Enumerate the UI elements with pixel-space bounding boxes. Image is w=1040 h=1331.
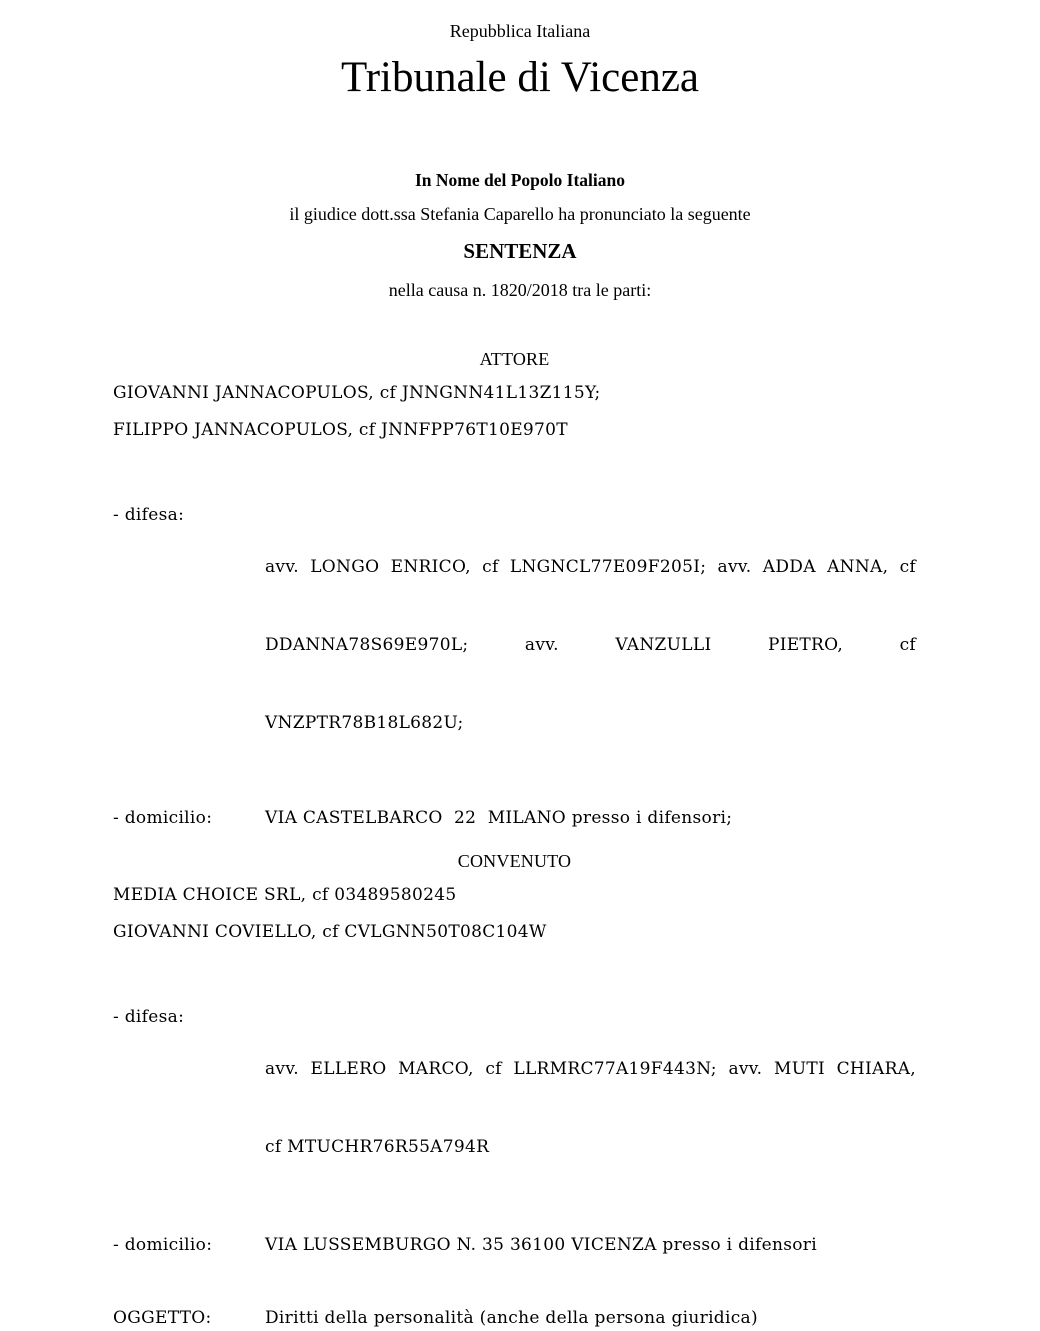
republic-heading: Repubblica Italiana xyxy=(449,21,591,41)
subject-row xyxy=(113,1305,916,1331)
plaintiff-defense-text xyxy=(265,502,916,788)
defendant-domicile-text: VIA LUSSEMBURGO N. 35 36100 VICENZA presso i difensori xyxy=(265,1235,817,1255)
defendant-party-line: MEDIA CHOICE SRL, cf 03489580245 xyxy=(113,885,457,905)
defendant-party-line: GIOVANNI COVIELLO, cf CVLGNN50T08C104W xyxy=(113,922,547,942)
plaintiff-party-line: GIOVANNI JANNACOPULOS, cf JNNGNN41L13Z115Y; xyxy=(113,383,601,403)
plaintiff-domicile-row xyxy=(113,805,916,831)
defendant-defense-row xyxy=(113,1004,916,1212)
case-number-line: nella causa n. 1820/2018 tra le parti: xyxy=(388,280,652,300)
plaintiff-section-heading: ATTORE xyxy=(479,349,550,369)
defense-text-line: cf MTUCHR76R55A794R xyxy=(265,1137,490,1157)
document-body xyxy=(113,348,916,1331)
defense-text-line: avv. ELLERO MARCO, cf LLRMRC77A19F443N; avv. MUTI CHIARA, xyxy=(265,1059,916,1079)
defense-text-line: avv. LONGO ENRICO, cf LNGNCL77E09F205I; avv. ADDA ANNA, cf xyxy=(265,557,916,577)
sentence-title: SENTENZA xyxy=(463,239,577,263)
defense-text-line: DDANNA78S69E970L; avv. VANZULLI PIETRO, cf xyxy=(265,635,916,655)
subject-label: OGGETTO: xyxy=(113,1308,212,1328)
judge-pronouncement-line: il giudice dott.ssa Stefania Caparello ha pronunciato la seguente xyxy=(289,204,751,224)
court-title: Tribunale di Vicenza xyxy=(340,54,700,101)
subject-text: Diritti della personalità (anche della persona giuridica) xyxy=(265,1308,758,1328)
in-name-of-people-heading: In Nome del Popolo Italiano xyxy=(414,170,626,190)
domicile-label: - domicilio: xyxy=(113,808,213,828)
defendant-section-heading: CONVENUTO xyxy=(457,851,572,871)
defense-text-line: VNZPTR78B18L682U; xyxy=(265,713,464,733)
court-judgment-page xyxy=(0,21,1040,1328)
defendant-domicile-row xyxy=(113,1232,916,1258)
defense-label: - difesa: xyxy=(113,505,185,525)
plaintiff-domicile-text: VIA CASTELBARCO 22 MILANO presso i difensori; xyxy=(265,808,733,828)
domicile-label: - domicilio: xyxy=(113,1235,213,1255)
plaintiff-defense-row xyxy=(113,502,916,788)
plaintiff-party-line: FILIPPO JANNACOPULOS, cf JNNFPP76T10E970T xyxy=(113,420,568,440)
defendant-defense-text xyxy=(265,1004,916,1212)
defense-label: - difesa: xyxy=(113,1007,185,1027)
